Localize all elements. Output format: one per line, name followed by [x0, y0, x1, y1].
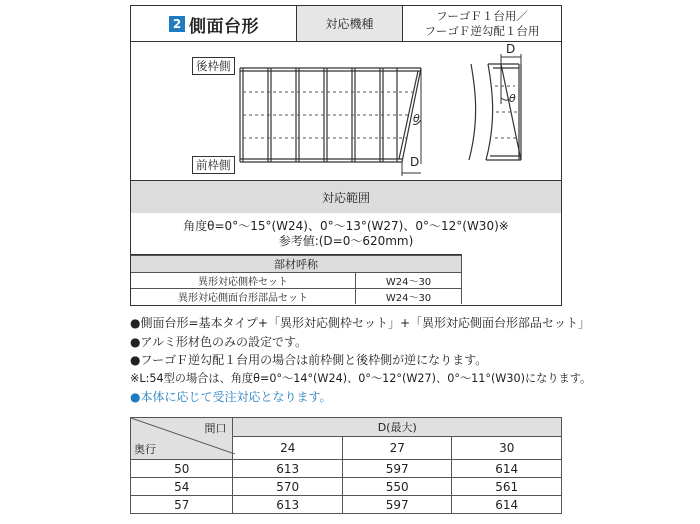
note-3: ●フーゴＦ逆勾配１台用の場合は前枠側と後枠側が逆になります。 [130, 353, 488, 367]
side-view [469, 64, 521, 160]
note-1: ●側面台形=基本タイプ+「異形対応側枠セット」+「異形対応側面台形部品セット」 [130, 316, 591, 330]
parts-table [131, 254, 462, 304]
depth-cell: 50 [131, 460, 233, 478]
header-box [130, 5, 562, 42]
model-label: 対応機種 [297, 6, 403, 41]
title-cell [131, 6, 297, 41]
table-row [131, 289, 462, 305]
notes [130, 314, 690, 407]
plan-view-dashes [243, 92, 416, 138]
note-5: ●本体に応じて受注対応となります。 [130, 390, 332, 404]
table-row [131, 273, 462, 289]
front-frame-label: 前枠側 [192, 156, 235, 174]
col-27: 27 [342, 437, 452, 460]
section-number-badge: 2 [169, 16, 185, 32]
depth-cell: 57 [131, 496, 233, 514]
range-line-1: 角度θ=0°～15°(W24)、0°～13°(W27)、0°～12°(W30)※ [183, 219, 509, 233]
col-24: 24 [233, 437, 343, 460]
parts-name-2: 異形対応側面台形部品セット [131, 289, 356, 305]
value-cell: 570 [233, 478, 343, 496]
col-axis-label: 間口 [204, 422, 227, 435]
note-2: ●アルミ形材色のみの設定です。 [130, 334, 308, 349]
theta-label-plan: θ [413, 112, 420, 125]
parts-size-2: W24～30 [356, 289, 462, 305]
value-cell: 613 [233, 460, 343, 478]
model-line-2: フーゴＦ逆勾配１台用 [424, 23, 540, 38]
parts-size-1: W24～30 [356, 273, 462, 289]
value-cell: 597 [342, 496, 452, 514]
range-header: 対応範囲 [131, 180, 561, 213]
table-row [131, 496, 562, 514]
corner-cell [131, 418, 233, 460]
note-4: ※L:54型の場合は、角度θ=0°～14°(W24)、0°～12°(W27)、0°～11°(W30)になります。 [130, 371, 592, 385]
rear-frame-label: 後枠側 [192, 57, 235, 75]
model-value [403, 6, 561, 41]
row-axis-label: 奥行 [134, 443, 156, 456]
spec-frame [130, 42, 562, 306]
range-line-2: 参考値:(D=0～620mm) [278, 234, 414, 248]
value-cell: 614 [452, 496, 562, 514]
section-title: 側面台形 [189, 17, 259, 37]
parts-name-1: 異形対応側枠セット [131, 273, 356, 289]
d-label-plan: D [410, 155, 420, 169]
table-row [131, 478, 562, 496]
value-cell: 561 [452, 478, 562, 496]
dmax-title: D(最大) [233, 418, 562, 437]
table-row [131, 460, 562, 478]
value-cell: 614 [452, 460, 562, 478]
parts-header: 部材呼称 [131, 256, 462, 273]
theta-label-side: θ [509, 92, 516, 105]
diagram-area [131, 42, 561, 180]
col-30: 30 [452, 437, 562, 460]
d-label-side: D [506, 42, 516, 56]
value-cell: 597 [342, 460, 452, 478]
value-cell: 613 [233, 496, 343, 514]
model-line-1: フーゴＦ１台用／ [436, 8, 528, 23]
depth-cell: 54 [131, 478, 233, 496]
value-cell: 550 [342, 478, 452, 496]
d-max-table [130, 417, 562, 514]
